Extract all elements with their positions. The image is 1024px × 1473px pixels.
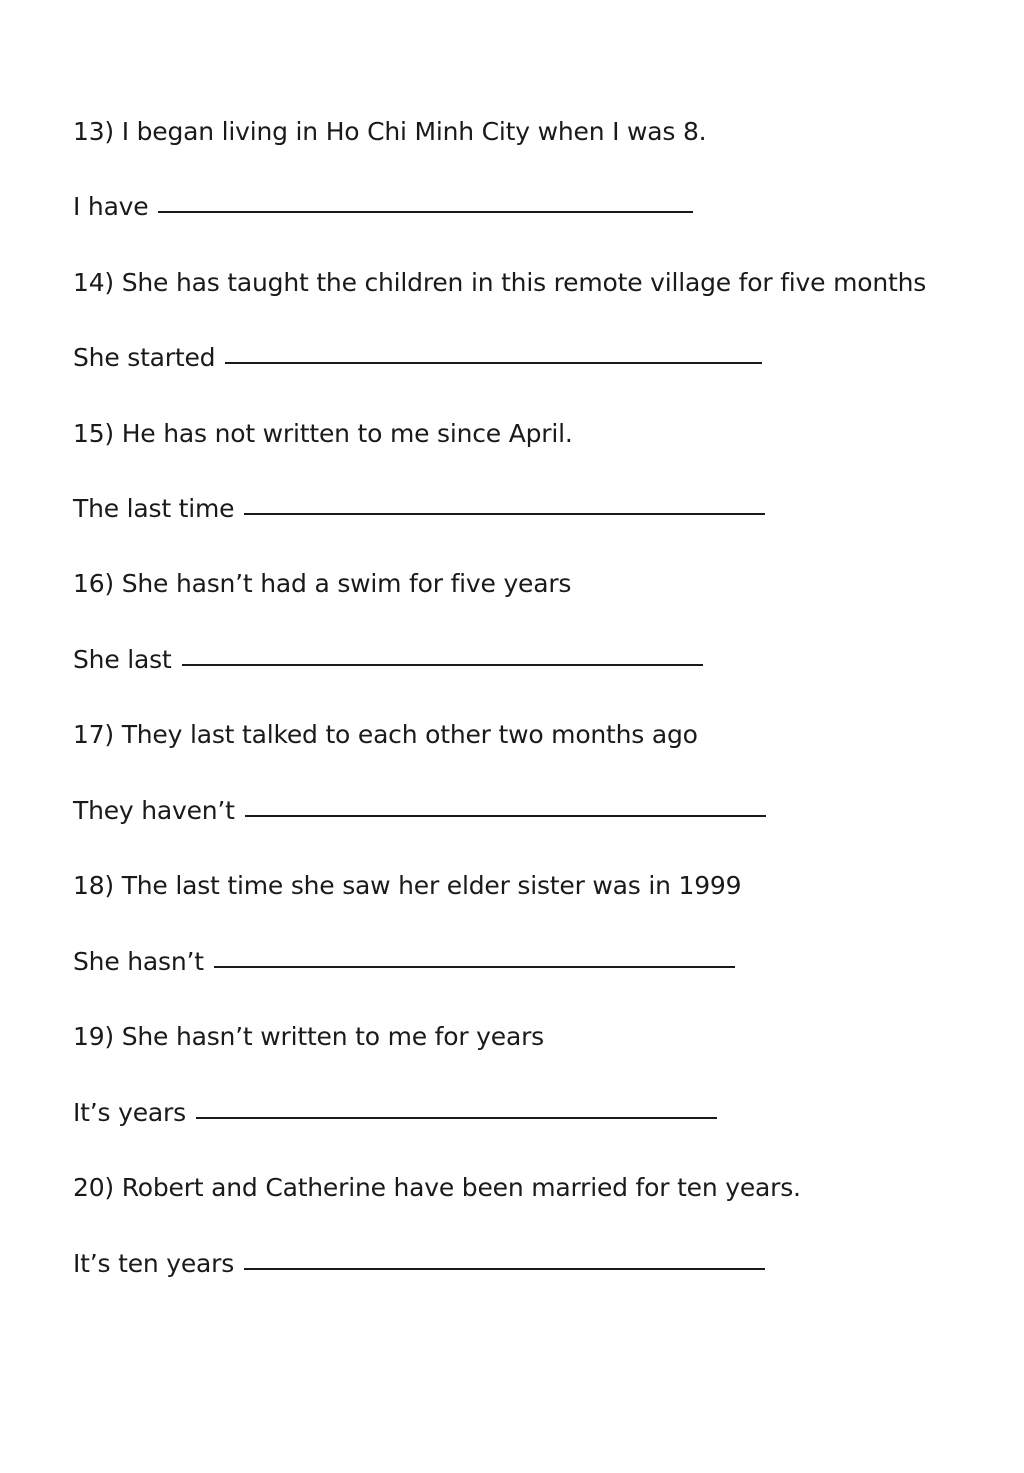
question-13: 13) I began living in Ho Chi Minh City when I was 8. — [73, 117, 707, 146]
answer-prompt-15: The last time — [73, 494, 235, 523]
answer-blank-14[interactable] — [225, 362, 762, 364]
answer-blank-13[interactable] — [158, 211, 693, 213]
answer-prompt-20: It’s ten years — [73, 1249, 235, 1278]
question-17: 17) They last talked to each other two months ago — [73, 720, 698, 749]
answer-blank-20[interactable] — [244, 1268, 765, 1270]
answer-blank-17[interactable] — [245, 815, 766, 817]
answer-blank-15[interactable] — [244, 513, 765, 515]
answer-blank-18[interactable] — [214, 966, 735, 968]
answer-prompt-17: They haven’t — [73, 796, 235, 825]
answer-15 — [73, 493, 765, 525]
question-15: 15) He has not written to me since April. — [73, 419, 573, 448]
question-16: 16) She hasn’t had a swim for five years — [73, 569, 572, 598]
answer-18 — [73, 946, 735, 978]
answer-prompt-19: It’s years — [73, 1098, 186, 1127]
question-14: 14) She has taught the children in this remote village for five months — [73, 268, 927, 297]
answer-prompt-18: She hasn’t — [73, 947, 204, 976]
question-18: 18) The last time she saw her elder sister was in 1999 — [73, 871, 742, 900]
answer-17 — [73, 795, 766, 827]
answer-blank-19[interactable] — [196, 1117, 717, 1119]
answer-14 — [73, 342, 762, 374]
answer-blank-16[interactable] — [182, 664, 703, 666]
answer-prompt-13: I have — [73, 192, 149, 221]
answer-19 — [73, 1097, 717, 1129]
answer-13 — [73, 191, 693, 223]
question-19: 19) She hasn’t written to me for years — [73, 1022, 544, 1051]
answer-prompt-16: She last — [73, 645, 172, 674]
question-20: 20) Robert and Catherine have been married for ten years. — [73, 1173, 801, 1202]
answer-20 — [73, 1248, 765, 1280]
answer-16 — [73, 644, 703, 676]
answer-prompt-14: She started — [73, 343, 216, 372]
